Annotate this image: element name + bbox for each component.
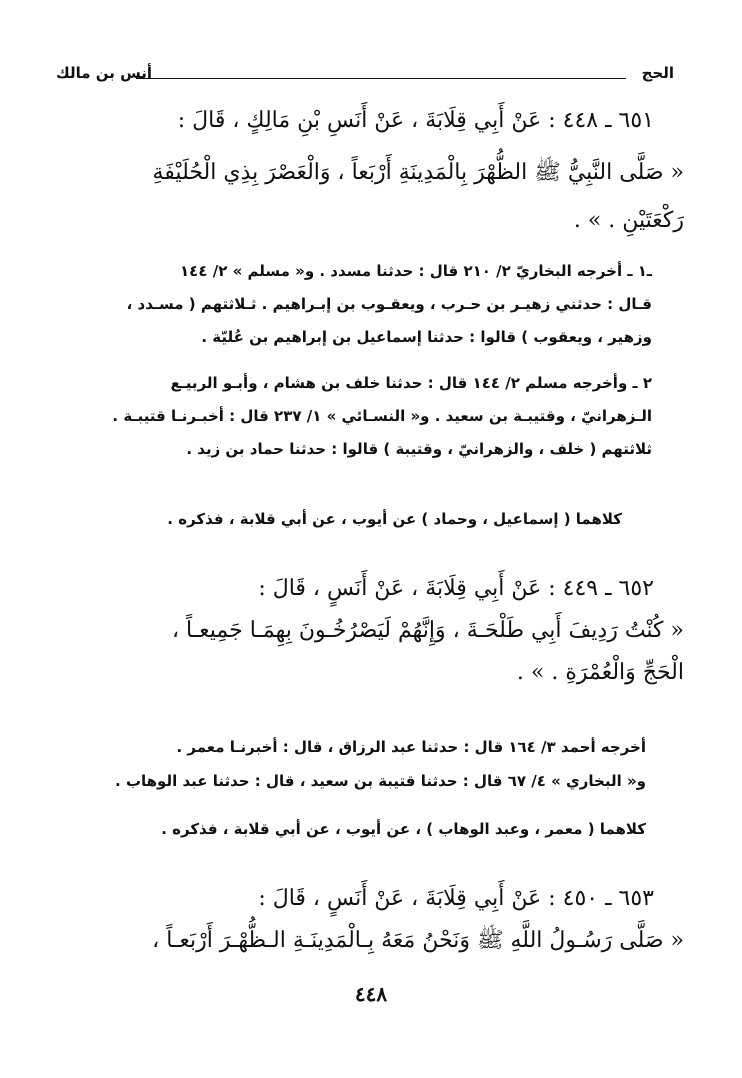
hadith-653 [60,886,684,976]
hadith-653-line-2: « صَلَّى رَسُـولُ اللَّهِ ﷺ وَنَحْنُ مَعَهُ بِـالْمَدِينَـةِ الـظُّهْـرَ أَرْبَعـاً ، [152,928,684,953]
takhrij-651-part-2-line-1: ٢ ـ وأخرجه مسلم ٢/ ١٤٤ قال : حدثنا خلف بن هشام ، وأبـو الربيـع [170,374,652,392]
chapter-title: الحج [641,64,674,82]
hadith-652-line-3: الْحَجِّ وَالْعُمْرَةِ . » . [516,660,684,685]
hadith-653-line-1: ٦٥٣ ـ ٤٥٠ : عَنْ أَبِي قِلَابَةَ ، عَنْ أَنَسٍ ، قَالَ : [258,886,654,911]
takhrij-651-part-1-line-1: ـ١ ـ أخرجه البخاريّ ٢/ ٢١٠ قال : حدثنا مسدد . و« مسلم » ٢/ ١٤٤ [180,262,652,280]
takhrij-651-part-1 [72,262,652,362]
takhrij-651-part-1-line-2: قـال : حدثني زهيـر بن حـرب ، ويعقـوب بن إبـراهيم . ثـلاثتهم ( مسـدد ، [126,295,652,313]
hadith-651 [60,108,684,248]
hadith-652-line-2: « كُنْتُ رَدِيفَ أَبِي طَلْحَـةَ ، وَإِنَّهُمْ لَيَصْرُخُـونَ بِهِمَـا جَمِيعـاً ، [171,618,684,643]
takhrij-652-part-1 [66,738,646,808]
takhrij-651-part-2-line-3: ثلاثتهم ( خلف ، والزهرانيّ ، وقتيبة ) قالوا : حدثنا حماد بن زيد . [186,440,652,458]
hadith-652 [60,576,684,716]
takhrij-651-part-2 [72,374,652,474]
hadith-651-line-3: رَكْعَتَيْنِ . » . [573,208,684,233]
header-rule [136,78,626,79]
running-header [56,62,674,92]
takhrij-652-part-1-line-2: و« البخاري » ٤/ ٦٧ قال : حدثنا قتيبة بن سعيد ، قال : حدثنا عبد الوهاب . [115,772,646,790]
takhrij-651-conclusion-line-1: كلاهما ( إسماعيل ، وحماد ) عن أيوب ، عن أبي قلابة ، فذكره . [167,510,622,528]
hadith-652-line-1: ٦٥٢ ـ ٤٤٩ : عَنْ أَبِي قِلَابَةَ ، عَنْ أَنَسٍ ، قَالَ : [258,576,654,601]
takhrij-652-part-1-line-1: أخرجه أحمد ٣/ ١٦٤ قال : حدثنا عبد الرزاق ، قال : أخبرنـا معمر . [176,738,646,756]
takhrij-652-conclusion-line-1: كلاهما ( معمر ، وعبد الوهاب ) ، عن أيوب ، عن أبي قلابة ، فذكره . [161,820,646,838]
takhrij-651-part-1-line-3: وزهير ، ويعقوب ) قالوا : حدثنا إسماعيل بن إبراهيم بن عُليّة . [201,328,652,346]
takhrij-651-part-2-line-2: الـزهرانيّ ، وقتيبـة بن سعيد . و« النسـائي » ١/ ٢٣٧ قال : أخبـرنـا قتيبـة . [112,407,652,425]
takhrij-651-conclusion [102,510,622,540]
hadith-651-line-1: ٦٥١ ـ ٤٤٨ : عَنْ أَبِي قِلَابَةَ ، عَنْ أَنَسِ بْنِ مَالِكٍ ، قَالَ : [177,108,654,133]
hadith-651-line-2: « صَلَّى النَّبِيُّ ﷺ الظُّهْرَ بِالْمَدِينَةِ أَرْبَعاً ، وَالْعَصْرَ بِذِي الْحُلَيْفَةِ [152,160,684,185]
companion-title: أنس بن مالك [56,64,153,82]
takhrij-652-conclusion [86,820,646,850]
page-number: ٤٤٨ [354,982,388,1006]
